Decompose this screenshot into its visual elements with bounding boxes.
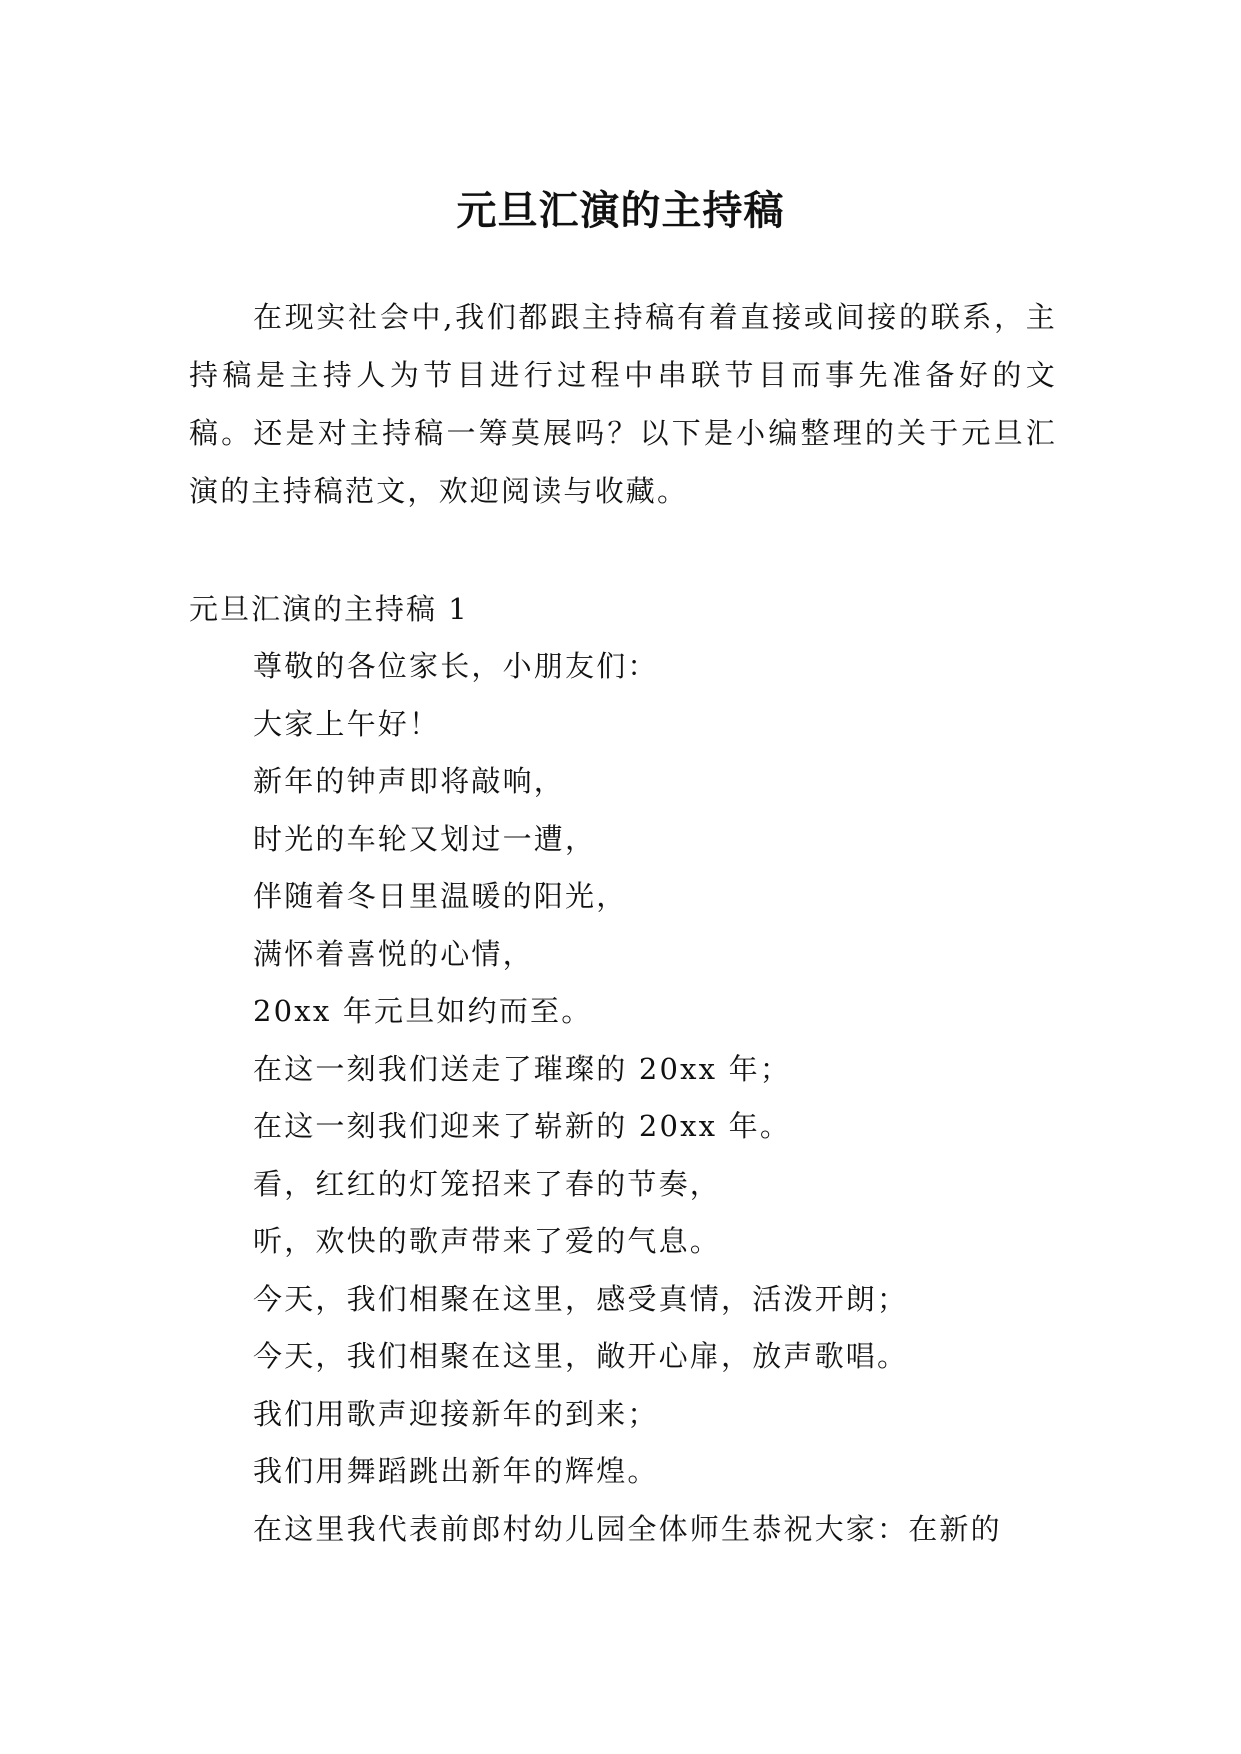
document-title: 元旦汇演的主持稿 <box>456 186 785 234</box>
section-heading: 元旦汇演的主持稿 1 <box>189 592 469 626</box>
script-line: 在这一刻我们迎来了崭新的 20xx 年。 <box>253 1109 792 1143</box>
script-line: 我们用歌声迎接新年的到来； <box>253 1396 659 1431</box>
script-line: 听，欢快的歌声带来了爱的气息。 <box>253 1224 722 1258</box>
script-line: 满怀着喜悦的心情， <box>253 936 534 971</box>
script-line: 看，红红的灯笼招来了春的节奏， <box>253 1166 722 1201</box>
script-line: 伴随着冬日里温暖的阳光， <box>253 879 628 913</box>
intro-paragraph: 在现实社会中,我们都跟主持稿有着直接或间接的联系，主持稿是主持人为节目进行过程中串联节目而事先准备好的文稿。还是对主持稿一筹莫展吗？以下是小编整理的关于元旦汇演的主持稿范文，欢迎阅读与收藏。 <box>189 300 1057 508</box>
script-lines <box>253 638 1063 1558</box>
script-line: 20xx 年元旦如约而至。 <box>253 994 593 1028</box>
script-line: 尊敬的各位家长，小朋友们： <box>253 649 659 683</box>
script-line: 时光的车轮又划过一遭， <box>253 821 597 856</box>
script-line: 在这一刻我们送走了璀璨的 20xx 年； <box>253 1051 792 1086</box>
script-line: 新年的钟声即将敲响， <box>253 764 566 798</box>
script-line: 在这里我代表前郎村幼儿园全体师生恭祝大家：在新的 <box>253 1511 1002 1546</box>
script-line: 大家上午好！ <box>253 706 441 741</box>
script-line: 我们用舞蹈跳出新年的辉煌。 <box>253 1454 659 1488</box>
script-line: 今天，我们相聚在这里，敞开心扉，放声歌唱。 <box>253 1339 909 1373</box>
script-line: 今天，我们相聚在这里，感受真情，活泼开朗； <box>253 1281 909 1316</box>
